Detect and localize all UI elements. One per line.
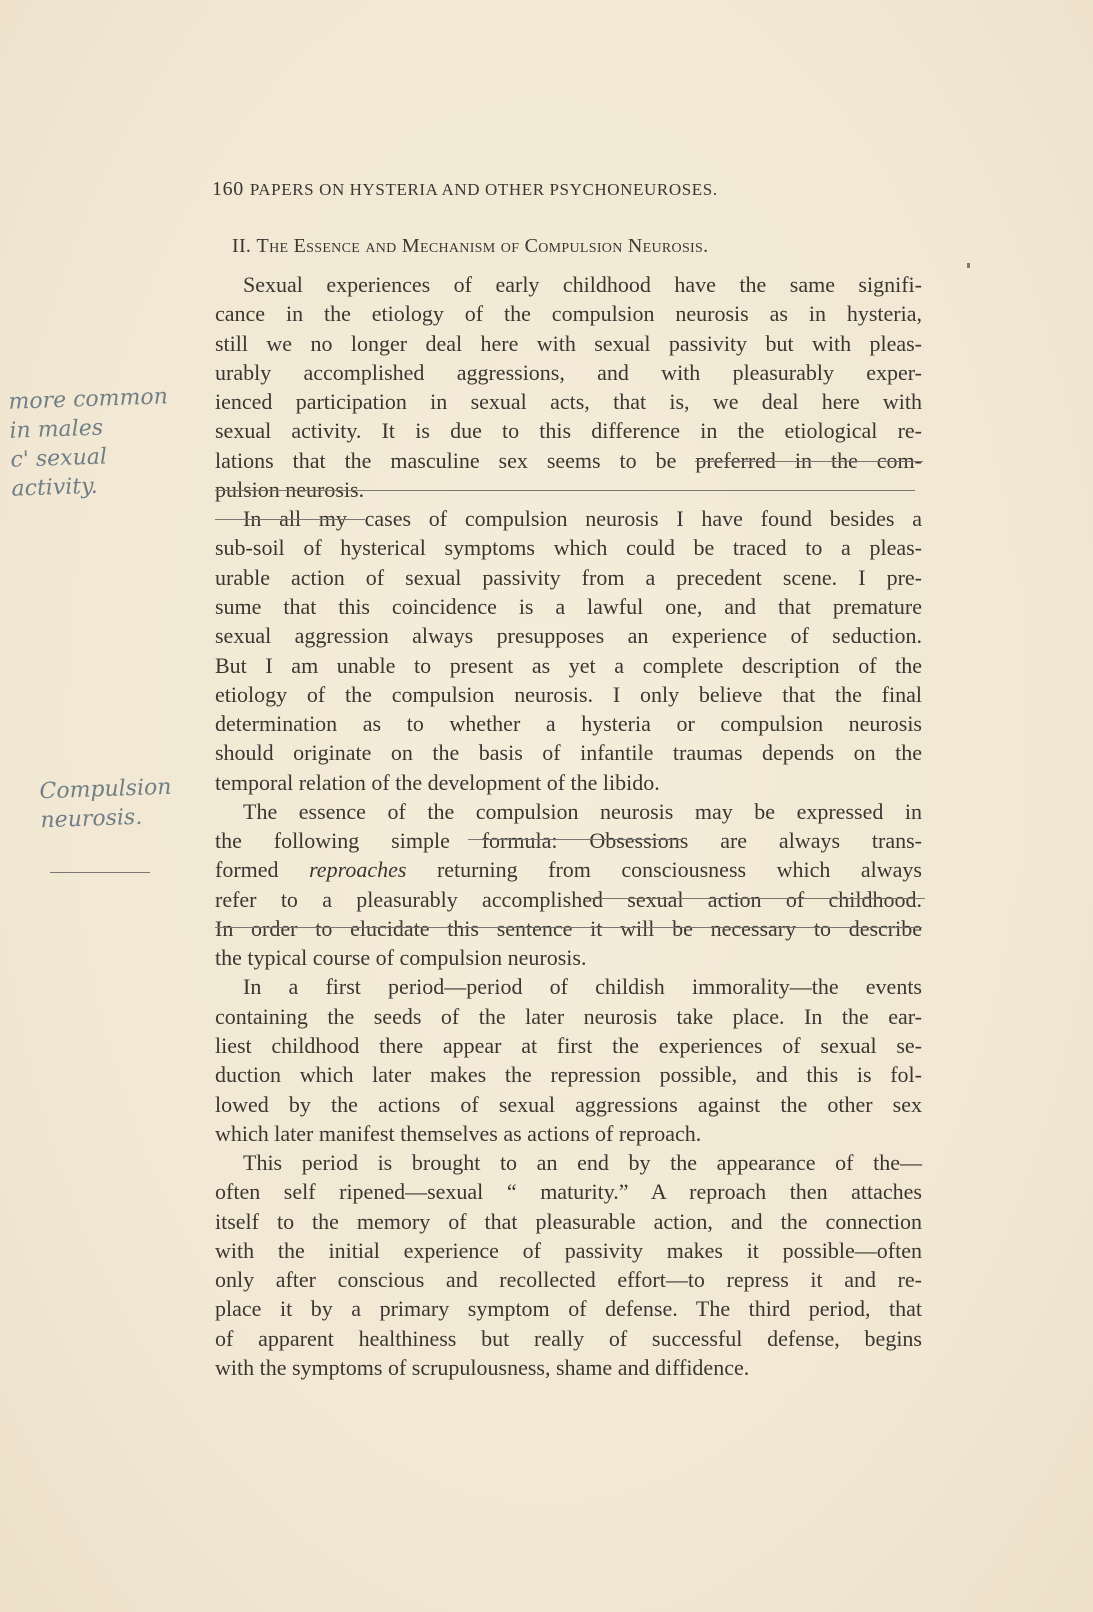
paper-speck [967,263,970,268]
text-line: determination as to whether a hysteria or compulsion neurosis [215,711,922,737]
handwritten-underline [50,872,150,873]
text-line: refer to a pleasurably accomplished sexual action of childhood. [215,886,922,912]
text-line: But I am unable to present as yet a complete description of the [215,652,922,678]
text-line: should originate on the basis of infantile traumas depends on the [215,740,922,766]
handwritten-margin-note [39,773,173,836]
text-line: the typical course of compulsion neurosis. [215,945,587,971]
text-line: containing the seeds of the later neurosis take place. In the ear- [215,1003,922,1029]
text-line: duction which later makes the repression possible, and this is fol- [215,1062,922,1088]
text-segment: formed [215,857,310,883]
text-line: liest childhood there appear at first the experiences of sexual se- [215,1033,922,1059]
text-line: which later manifest themselves as actions of reproach. [215,1120,702,1146]
text-line: still we no longer deal here with sexual passivity but with pleas- [215,330,922,356]
handwritten-underline [215,519,365,520]
text-line: only after conscious and recollected effort—to repress it and re- [215,1267,922,1293]
text-line: This period is brought to an end by the appearance of the— [243,1150,922,1176]
text-line: sexual activity. It is due to this difference in the etiological re- [215,418,922,444]
running-title: PAPERS ON HYSTERIA AND OTHER PSYCHONEUROSES. [249,180,718,199]
text-line: pulsion neurosis. [215,476,365,502]
text-line: of apparent healthiness but really of successful defense, begins [215,1325,922,1351]
text-line [215,857,922,883]
text-line: place it by a primary symptom of defense. The third period, that [215,1296,922,1322]
text-line: sexual aggression always presupposes an experience of seduction. [215,623,922,649]
text-line: the following simple formula: Obsessions are always trans- [215,828,922,854]
handwritten-underline [215,927,922,928]
note-line: activity. [11,473,99,502]
text-line: In order to elucidate this sentence it will be necessary to describe [215,915,922,941]
text-line: itself to the memory of that pleasurable action, and the connection [215,1208,922,1234]
text-line: cance in the etiology of the compulsion neurosis as in hysteria, [215,301,922,327]
text-segment: returning from consciousness which always [406,857,922,883]
section-title [232,235,708,258]
note-line: in males [9,415,104,444]
text-line: sub-soil of hysterical symptoms which could be traced to a pleas- [215,535,922,561]
text-line: Sexual experiences of early childhood have the same signifi- [243,272,922,297]
text-line: The essence of the compulsion neurosis may be expressed in [243,798,922,824]
handwritten-underline [585,898,925,899]
text-line: lations that the masculine sex seems to be preferred in the com- [215,447,922,473]
handwritten-underline [468,839,683,840]
page-number: 160 [212,178,244,200]
section-numeral: II. [232,235,252,257]
text-line: urable action of sexual passivity from a precedent scene. I pre- [215,564,922,590]
section-title-text: The Essence and Mechanism of Compulsion Neurosis. [256,235,709,257]
text-line: In all my cases of compulsion neurosis I have found besides a [243,506,922,532]
text-line: In a first period—period of childish immorality—the events [243,974,922,1000]
handwritten-margin-note [8,382,171,503]
text-line: ienced participation in sexual acts, that is, we deal here with [215,389,922,415]
handwritten-underline [215,490,915,491]
note-line: Compulsion [39,774,172,805]
text-line: often self ripened—sexual “ maturity.” A reproach then attaches [215,1179,922,1205]
note-line: c' sexual [10,444,108,473]
text-line: temporal relation of the development of the libido. [215,769,660,795]
text-line: with the initial experience of passivity makes it possible—often [215,1237,922,1263]
text-line: lowed by the actions of sexual aggressions against the other sex [215,1091,922,1117]
running-header [212,178,718,201]
italic-term: reproaches [309,857,407,883]
note-line: neurosis. [40,804,143,834]
note-line: more common [8,384,169,415]
handwritten-underline [695,461,923,462]
text-line: etiology of the compulsion neurosis. I only believe that the final [215,681,922,707]
text-line: urably accomplished aggressions, and with pleasurably exper- [215,359,922,385]
text-line: sume that this coincidence is a lawful one, and that premature [215,593,922,619]
text-line: with the symptoms of scrupulousness, shame and diffidence. [215,1354,750,1380]
